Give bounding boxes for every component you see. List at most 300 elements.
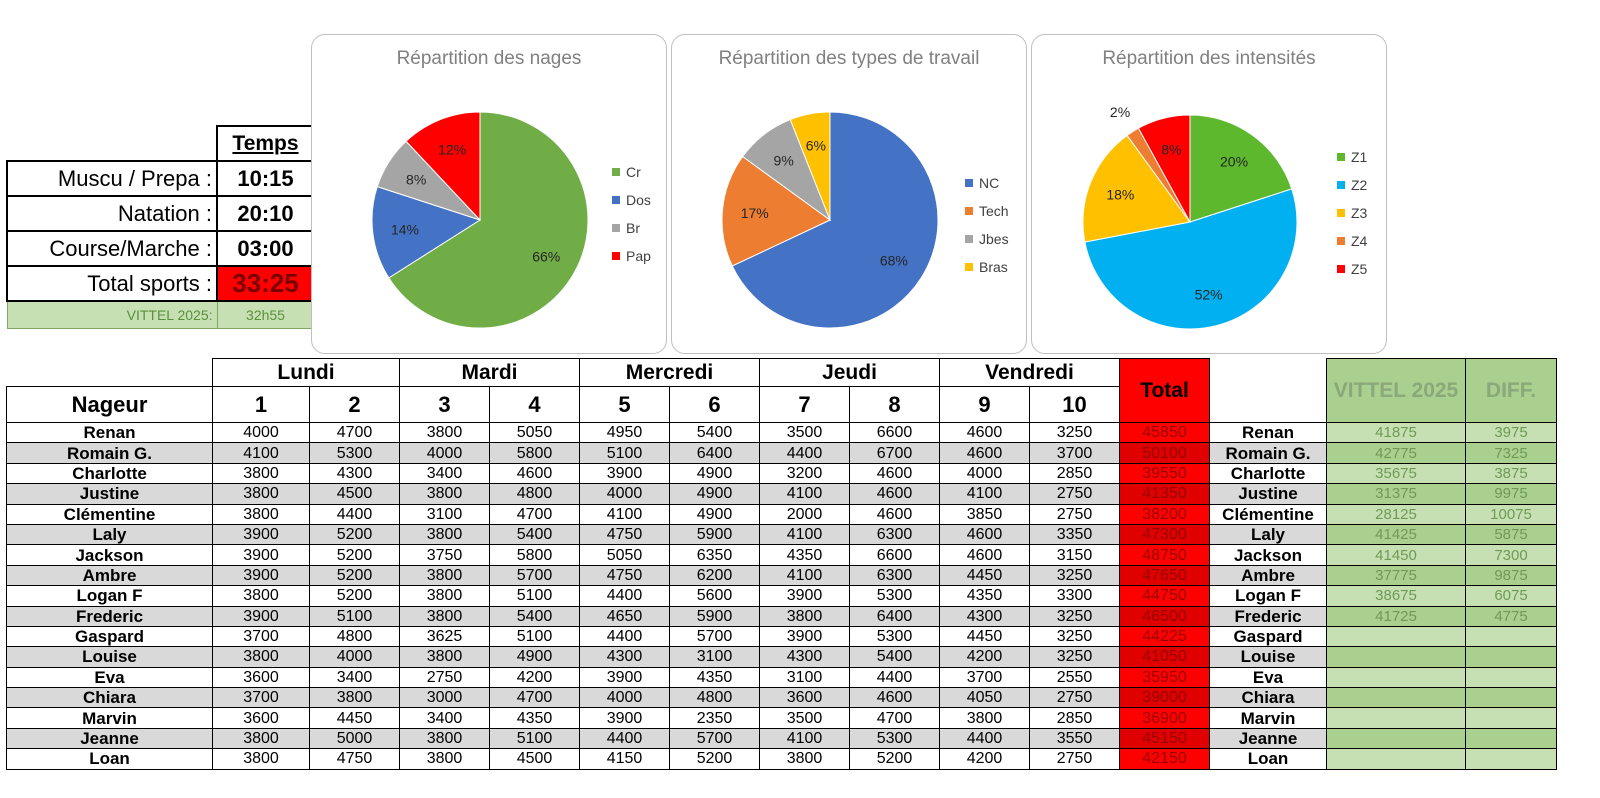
session-header-2[interactable]: 2 — [310, 387, 400, 423]
session-value-cell[interactable]: 6600 — [850, 545, 940, 565]
session-value-cell[interactable]: 5700 — [490, 565, 580, 585]
session-value-cell[interactable]: 4600 — [850, 688, 940, 708]
session-value-cell[interactable]: 6300 — [850, 565, 940, 585]
day-header-jeudi[interactable]: Jeudi — [760, 359, 940, 387]
session-value-cell[interactable]: 4100 — [213, 443, 310, 463]
session-value-cell[interactable]: 3100 — [760, 667, 850, 687]
total-sports-value[interactable]: 33:25 — [217, 266, 314, 301]
session-value-cell[interactable]: 5900 — [670, 524, 760, 544]
day-header-mercredi[interactable]: Mercredi — [580, 359, 760, 387]
session-value-cell[interactable]: 4100 — [760, 484, 850, 504]
session-value-cell[interactable]: 5050 — [490, 423, 580, 443]
session-value-cell[interactable]: 2000 — [760, 504, 850, 524]
vittel-2025-cell[interactable]: 41425 — [1327, 524, 1466, 544]
session-value-cell[interactable]: 3800 — [400, 749, 490, 769]
session-value-cell[interactable]: 3800 — [400, 647, 490, 667]
session-header-10[interactable]: 10 — [1030, 387, 1120, 423]
diff-cell[interactable] — [1466, 647, 1557, 667]
swimmer-name-cell-right[interactable]: Laly — [1210, 524, 1327, 544]
session-value-cell[interactable]: 4500 — [310, 484, 400, 504]
course-value[interactable]: 03:00 — [217, 231, 314, 266]
session-value-cell[interactable]: 5300 — [850, 586, 940, 606]
legend-item[interactable] — [965, 197, 1009, 225]
session-value-cell[interactable]: 5400 — [670, 423, 760, 443]
swimmer-name-cell-right[interactable]: Charlotte — [1210, 463, 1327, 483]
session-value-cell[interactable]: 3800 — [213, 647, 310, 667]
swimmer-name-cell-right[interactable]: Chiara — [1210, 688, 1327, 708]
session-value-cell[interactable]: 3800 — [310, 688, 400, 708]
diff-cell[interactable]: 7325 — [1466, 443, 1557, 463]
legend-item[interactable] — [965, 169, 1009, 197]
vittel-value[interactable]: 32h55 — [217, 301, 314, 329]
vittel-2025-cell[interactable] — [1327, 688, 1466, 708]
session-value-cell[interactable]: 5100 — [490, 728, 580, 748]
total-cell[interactable]: 36900 — [1120, 708, 1210, 728]
session-value-cell[interactable]: 3800 — [400, 606, 490, 626]
total-cell[interactable]: 47300 — [1120, 524, 1210, 544]
session-value-cell[interactable]: 3800 — [213, 504, 310, 524]
swimmer-name-cell-right[interactable]: Jackson — [1210, 545, 1327, 565]
session-value-cell[interactable]: 3100 — [670, 647, 760, 667]
total-sports-label[interactable]: Total sports : — [7, 266, 217, 301]
session-value-cell[interactable]: 4100 — [760, 565, 850, 585]
course-label[interactable]: Course/Marche : — [7, 231, 217, 266]
session-value-cell[interactable]: 4000 — [580, 484, 670, 504]
chart-intensites[interactable] — [1031, 34, 1387, 354]
session-value-cell[interactable]: 4750 — [580, 565, 670, 585]
session-value-cell[interactable]: 4750 — [580, 524, 670, 544]
session-value-cell[interactable]: 2850 — [1030, 708, 1120, 728]
session-value-cell[interactable]: 4900 — [490, 647, 580, 667]
session-value-cell[interactable]: 4350 — [490, 708, 580, 728]
session-value-cell[interactable]: 3700 — [213, 688, 310, 708]
session-value-cell[interactable]: 2750 — [1030, 688, 1120, 708]
session-value-cell[interactable]: 3600 — [213, 667, 310, 687]
session-value-cell[interactable]: 5900 — [670, 606, 760, 626]
session-value-cell[interactable]: 4000 — [310, 647, 400, 667]
diff-cell[interactable]: 7300 — [1466, 545, 1557, 565]
session-value-cell[interactable]: 3800 — [760, 749, 850, 769]
diff-cell[interactable]: 10075 — [1466, 504, 1557, 524]
session-value-cell[interactable]: 3800 — [213, 463, 310, 483]
session-value-cell[interactable]: 4300 — [580, 647, 670, 667]
total-cell[interactable]: 46500 — [1120, 606, 1210, 626]
diff-cell[interactable] — [1466, 667, 1557, 687]
session-value-cell[interactable]: 3250 — [1030, 606, 1120, 626]
swimmer-name-cell-right[interactable]: Eva — [1210, 667, 1327, 687]
day-header-vendredi[interactable]: Vendredi — [940, 359, 1120, 387]
legend-item[interactable] — [612, 242, 651, 270]
session-value-cell[interactable]: 5200 — [670, 749, 760, 769]
session-value-cell[interactable]: 4100 — [940, 484, 1030, 504]
swimmer-name-cell[interactable]: Clémentine — [7, 504, 213, 524]
legend-item[interactable] — [1337, 199, 1367, 227]
diff-cell[interactable]: 9875 — [1466, 565, 1557, 585]
diff-cell[interactable] — [1466, 626, 1557, 646]
swimmer-name-cell[interactable]: Romain G. — [7, 443, 213, 463]
session-header-3[interactable]: 3 — [400, 387, 490, 423]
session-value-cell[interactable]: 3800 — [213, 484, 310, 504]
vittel-2025-cell[interactable] — [1327, 667, 1466, 687]
swimmer-name-cell-right[interactable]: Ambre — [1210, 565, 1327, 585]
chart-nages[interactable] — [311, 34, 667, 354]
session-value-cell[interactable]: 3700 — [940, 667, 1030, 687]
session-value-cell[interactable]: 4600 — [940, 524, 1030, 544]
legend-item[interactable] — [1337, 171, 1367, 199]
session-value-cell[interactable]: 4600 — [850, 504, 940, 524]
vittel-2025-cell[interactable] — [1327, 647, 1466, 667]
total-cell[interactable]: 42150 — [1120, 749, 1210, 769]
total-cell[interactable]: 38200 — [1120, 504, 1210, 524]
session-value-cell[interactable]: 4300 — [760, 647, 850, 667]
chart-types-travail[interactable] — [671, 34, 1027, 354]
vittel-2025-cell[interactable] — [1327, 728, 1466, 748]
session-value-cell[interactable]: 3750 — [400, 545, 490, 565]
session-value-cell[interactable]: 4600 — [940, 443, 1030, 463]
session-value-cell[interactable]: 2850 — [1030, 463, 1120, 483]
session-value-cell[interactable]: 3900 — [760, 626, 850, 646]
diff-cell[interactable]: 3975 — [1466, 423, 1557, 443]
session-value-cell[interactable]: 3150 — [1030, 545, 1120, 565]
session-value-cell[interactable]: 4500 — [490, 749, 580, 769]
day-header-mardi[interactable]: Mardi — [400, 359, 580, 387]
session-value-cell[interactable]: 4700 — [490, 688, 580, 708]
session-value-cell[interactable]: 4100 — [760, 524, 850, 544]
session-value-cell[interactable]: 4400 — [760, 443, 850, 463]
session-value-cell[interactable]: 3350 — [1030, 524, 1120, 544]
session-value-cell[interactable]: 3250 — [1030, 423, 1120, 443]
legend-item[interactable] — [965, 225, 1009, 253]
legend-item[interactable] — [612, 186, 651, 214]
session-value-cell[interactable]: 4100 — [760, 728, 850, 748]
session-value-cell[interactable]: 5300 — [310, 443, 400, 463]
session-value-cell[interactable]: 4400 — [580, 626, 670, 646]
session-value-cell[interactable]: 3900 — [213, 565, 310, 585]
session-value-cell[interactable]: 3800 — [760, 606, 850, 626]
session-header-4[interactable]: 4 — [490, 387, 580, 423]
swimmer-name-cell-right[interactable]: Frederic — [1210, 606, 1327, 626]
total-cell[interactable]: 45850 — [1120, 423, 1210, 443]
total-cell[interactable]: 47650 — [1120, 565, 1210, 585]
legend-item[interactable] — [612, 158, 651, 186]
session-value-cell[interactable]: 3900 — [213, 606, 310, 626]
legend-item[interactable] — [1337, 227, 1367, 255]
total-cell[interactable]: 39550 — [1120, 463, 1210, 483]
session-value-cell[interactable]: 3800 — [400, 423, 490, 443]
session-value-cell[interactable]: 3900 — [760, 586, 850, 606]
session-value-cell[interactable]: 3800 — [213, 586, 310, 606]
session-value-cell[interactable]: 4400 — [310, 504, 400, 524]
session-value-cell[interactable]: 3550 — [1030, 728, 1120, 748]
session-value-cell[interactable]: 4000 — [213, 423, 310, 443]
swimmer-name-cell[interactable]: Eva — [7, 667, 213, 687]
vittel-2025-cell[interactable]: 31375 — [1327, 484, 1466, 504]
vittel-2025-cell[interactable]: 41725 — [1327, 606, 1466, 626]
session-value-cell[interactable]: 5200 — [310, 586, 400, 606]
session-value-cell[interactable]: 3400 — [310, 667, 400, 687]
session-value-cell[interactable]: 4800 — [310, 626, 400, 646]
session-value-cell[interactable]: 4600 — [850, 463, 940, 483]
total-header[interactable]: Total — [1120, 359, 1210, 423]
swimmer-name-cell-right[interactable]: Justine — [1210, 484, 1327, 504]
total-cell[interactable]: 35950 — [1120, 667, 1210, 687]
session-value-cell[interactable]: 3100 — [400, 504, 490, 524]
session-value-cell[interactable]: 3800 — [400, 524, 490, 544]
session-value-cell[interactable]: 6200 — [670, 565, 760, 585]
swimmer-name-cell-right[interactable]: Romain G. — [1210, 443, 1327, 463]
diff-cell[interactable]: 9975 — [1466, 484, 1557, 504]
vittel-2025-cell[interactable]: 38675 — [1327, 586, 1466, 606]
vittel-2025-cell[interactable]: 42775 — [1327, 443, 1466, 463]
session-value-cell[interactable]: 3625 — [400, 626, 490, 646]
session-value-cell[interactable]: 3000 — [400, 688, 490, 708]
swimmer-name-cell[interactable]: Gaspard — [7, 626, 213, 646]
swimmer-name-cell-right[interactable]: Loan — [1210, 749, 1327, 769]
swimmer-name-cell[interactable]: Marvin — [7, 708, 213, 728]
session-value-cell[interactable]: 3600 — [213, 708, 310, 728]
day-header-lundi[interactable]: Lundi — [213, 359, 400, 387]
vittel-2025-cell[interactable]: 35675 — [1327, 463, 1466, 483]
swimmer-name-cell-right[interactable]: Renan — [1210, 423, 1327, 443]
session-value-cell[interactable]: 5000 — [310, 728, 400, 748]
session-value-cell[interactable]: 3900 — [213, 545, 310, 565]
session-value-cell[interactable]: 3500 — [760, 423, 850, 443]
muscu-label[interactable]: Muscu / Prepa : — [7, 161, 217, 196]
session-value-cell[interactable]: 6400 — [670, 443, 760, 463]
session-value-cell[interactable]: 3400 — [400, 708, 490, 728]
swimmer-name-cell[interactable]: Laly — [7, 524, 213, 544]
swimmer-name-cell[interactable]: Louise — [7, 647, 213, 667]
session-value-cell[interactable]: 4600 — [940, 423, 1030, 443]
session-value-cell[interactable]: 5300 — [850, 728, 940, 748]
swimmer-name-cell[interactable]: Chiara — [7, 688, 213, 708]
diff-header[interactable]: DIFF. — [1466, 359, 1557, 423]
session-value-cell[interactable]: 5400 — [490, 524, 580, 544]
swimmer-name-cell[interactable]: Renan — [7, 423, 213, 443]
session-value-cell[interactable]: 3900 — [213, 524, 310, 544]
session-value-cell[interactable]: 2350 — [670, 708, 760, 728]
session-value-cell[interactable]: 6700 — [850, 443, 940, 463]
session-value-cell[interactable]: 4300 — [310, 463, 400, 483]
session-value-cell[interactable]: 5800 — [490, 443, 580, 463]
session-value-cell[interactable]: 3250 — [1030, 647, 1120, 667]
legend-item[interactable] — [612, 214, 651, 242]
session-value-cell[interactable]: 5600 — [670, 586, 760, 606]
session-value-cell[interactable]: 4900 — [670, 484, 760, 504]
session-value-cell[interactable]: 4950 — [580, 423, 670, 443]
swimmer-name-cell[interactable]: Jackson — [7, 545, 213, 565]
session-header-7[interactable]: 7 — [760, 387, 850, 423]
session-value-cell[interactable]: 3500 — [760, 708, 850, 728]
session-value-cell[interactable]: 3200 — [760, 463, 850, 483]
session-value-cell[interactable]: 5200 — [310, 565, 400, 585]
session-value-cell[interactable]: 3800 — [213, 728, 310, 748]
session-header-5[interactable]: 5 — [580, 387, 670, 423]
swimmer-name-cell-right[interactable]: Jeanne — [1210, 728, 1327, 748]
swimmer-name-cell[interactable]: Frederic — [7, 606, 213, 626]
session-value-cell[interactable]: 4000 — [940, 463, 1030, 483]
total-cell[interactable]: 44750 — [1120, 586, 1210, 606]
session-value-cell[interactable]: 5200 — [310, 524, 400, 544]
session-value-cell[interactable]: 3250 — [1030, 626, 1120, 646]
session-value-cell[interactable]: 6600 — [850, 423, 940, 443]
session-value-cell[interactable]: 4400 — [580, 586, 670, 606]
diff-cell[interactable]: 6075 — [1466, 586, 1557, 606]
session-value-cell[interactable]: 4000 — [580, 688, 670, 708]
session-value-cell[interactable]: 5300 — [850, 626, 940, 646]
swimmer-name-cell-right[interactable]: Louise — [1210, 647, 1327, 667]
session-value-cell[interactable]: 4450 — [310, 708, 400, 728]
diff-cell[interactable] — [1466, 728, 1557, 748]
session-value-cell[interactable]: 3600 — [760, 688, 850, 708]
nageur-header[interactable]: Nageur — [7, 387, 213, 423]
session-value-cell[interactable]: 4600 — [850, 484, 940, 504]
session-value-cell[interactable]: 4200 — [490, 667, 580, 687]
session-value-cell[interactable]: 3800 — [400, 565, 490, 585]
session-value-cell[interactable]: 4700 — [310, 423, 400, 443]
session-value-cell[interactable]: 2750 — [1030, 504, 1120, 524]
vittel-2025-cell[interactable]: 28125 — [1327, 504, 1466, 524]
session-value-cell[interactable]: 4450 — [940, 565, 1030, 585]
session-value-cell[interactable]: 4050 — [940, 688, 1030, 708]
total-cell[interactable]: 45150 — [1120, 728, 1210, 748]
swimmer-name-cell[interactable]: Justine — [7, 484, 213, 504]
session-value-cell[interactable]: 3700 — [1030, 443, 1120, 463]
vittel-2025-cell[interactable] — [1327, 708, 1466, 728]
session-value-cell[interactable]: 3800 — [940, 708, 1030, 728]
session-header-1[interactable]: 1 — [213, 387, 310, 423]
session-value-cell[interactable]: 4600 — [940, 545, 1030, 565]
session-value-cell[interactable]: 3900 — [580, 463, 670, 483]
session-value-cell[interactable]: 3800 — [400, 484, 490, 504]
session-value-cell[interactable]: 6300 — [850, 524, 940, 544]
session-value-cell[interactable]: 5400 — [490, 606, 580, 626]
session-value-cell[interactable]: 4350 — [940, 586, 1030, 606]
session-value-cell[interactable]: 3250 — [1030, 565, 1120, 585]
session-value-cell[interactable]: 5100 — [490, 586, 580, 606]
session-value-cell[interactable]: 3900 — [580, 667, 670, 687]
total-cell[interactable]: 41350 — [1120, 484, 1210, 504]
diff-cell[interactable]: 5875 — [1466, 524, 1557, 544]
session-value-cell[interactable]: 4400 — [940, 728, 1030, 748]
session-value-cell[interactable]: 6350 — [670, 545, 760, 565]
vittel-2025-cell[interactable]: 41450 — [1327, 545, 1466, 565]
session-value-cell[interactable]: 2750 — [1030, 749, 1120, 769]
session-value-cell[interactable]: 4450 — [940, 626, 1030, 646]
total-cell[interactable]: 41050 — [1120, 647, 1210, 667]
session-value-cell[interactable]: 4400 — [580, 728, 670, 748]
diff-cell[interactable] — [1466, 708, 1557, 728]
session-value-cell[interactable]: 4900 — [670, 463, 760, 483]
session-value-cell[interactable]: 4400 — [850, 667, 940, 687]
vittel-label[interactable]: VITTEL 2025: — [7, 301, 217, 329]
muscu-value[interactable]: 10:15 — [217, 161, 314, 196]
session-value-cell[interactable]: 5700 — [670, 728, 760, 748]
swimmer-name-cell-right[interactable]: Clémentine — [1210, 504, 1327, 524]
session-value-cell[interactable]: 4900 — [670, 504, 760, 524]
session-value-cell[interactable]: 5050 — [580, 545, 670, 565]
session-value-cell[interactable]: 5100 — [580, 443, 670, 463]
session-value-cell[interactable]: 4700 — [490, 504, 580, 524]
session-value-cell[interactable]: 4300 — [940, 606, 1030, 626]
session-value-cell[interactable]: 4800 — [670, 688, 760, 708]
session-header-9[interactable]: 9 — [940, 387, 1030, 423]
session-value-cell[interactable]: 2750 — [1030, 484, 1120, 504]
session-value-cell[interactable]: 3800 — [400, 728, 490, 748]
session-value-cell[interactable]: 4350 — [760, 545, 850, 565]
vittel-2025-cell[interactable] — [1327, 626, 1466, 646]
diff-cell[interactable] — [1466, 688, 1557, 708]
swimmer-name-cell-right[interactable]: Marvin — [1210, 708, 1327, 728]
session-value-cell[interactable]: 5200 — [850, 749, 940, 769]
swimmer-name-cell[interactable]: Jeanne — [7, 728, 213, 748]
session-value-cell[interactable]: 3400 — [400, 463, 490, 483]
legend-item[interactable] — [965, 253, 1009, 281]
natation-value[interactable]: 20:10 — [217, 196, 314, 231]
session-value-cell[interactable]: 3900 — [580, 708, 670, 728]
session-value-cell[interactable]: 3800 — [213, 749, 310, 769]
diff-cell[interactable] — [1466, 749, 1557, 769]
session-value-cell[interactable]: 5200 — [310, 545, 400, 565]
session-value-cell[interactable]: 5100 — [310, 606, 400, 626]
swimmer-name-cell[interactable]: Logan F — [7, 586, 213, 606]
session-value-cell[interactable]: 5100 — [490, 626, 580, 646]
total-cell[interactable]: 44225 — [1120, 626, 1210, 646]
session-value-cell[interactable]: 4750 — [310, 749, 400, 769]
session-value-cell[interactable]: 4200 — [940, 749, 1030, 769]
session-value-cell[interactable]: 3800 — [400, 586, 490, 606]
session-value-cell[interactable]: 3700 — [213, 626, 310, 646]
vittel-2025-cell[interactable] — [1327, 749, 1466, 769]
swimmer-name-cell-right[interactable]: Logan F — [1210, 586, 1327, 606]
swimmer-name-cell[interactable]: Loan — [7, 749, 213, 769]
session-value-cell[interactable]: 5800 — [490, 545, 580, 565]
legend-item[interactable] — [1337, 143, 1367, 171]
vittel-2025-cell[interactable]: 41875 — [1327, 423, 1466, 443]
swimmer-name-cell[interactable]: Charlotte — [7, 463, 213, 483]
session-value-cell[interactable]: 4350 — [670, 667, 760, 687]
swimmer-name-cell-right[interactable]: Gaspard — [1210, 626, 1327, 646]
session-header-8[interactable]: 8 — [850, 387, 940, 423]
session-value-cell[interactable]: 4000 — [400, 443, 490, 463]
session-value-cell[interactable]: 5400 — [850, 647, 940, 667]
vittel-2025-header[interactable]: VITTEL 2025 — [1327, 359, 1466, 423]
session-value-cell[interactable]: 4700 — [850, 708, 940, 728]
diff-cell[interactable]: 4775 — [1466, 606, 1557, 626]
session-value-cell[interactable]: 5700 — [670, 626, 760, 646]
total-cell[interactable]: 50100 — [1120, 443, 1210, 463]
session-value-cell[interactable]: 4150 — [580, 749, 670, 769]
total-cell[interactable]: 39000 — [1120, 688, 1210, 708]
session-value-cell[interactable]: 4100 — [580, 504, 670, 524]
session-value-cell[interactable]: 3300 — [1030, 586, 1120, 606]
diff-cell[interactable]: 3875 — [1466, 463, 1557, 483]
session-value-cell[interactable]: 2550 — [1030, 667, 1120, 687]
swimmer-name-cell[interactable]: Ambre — [7, 565, 213, 585]
session-value-cell[interactable]: 4600 — [490, 463, 580, 483]
vittel-2025-cell[interactable]: 37775 — [1327, 565, 1466, 585]
session-value-cell[interactable]: 3850 — [940, 504, 1030, 524]
session-value-cell[interactable]: 6400 — [850, 606, 940, 626]
session-value-cell[interactable]: 2750 — [400, 667, 490, 687]
legend-item[interactable] — [1337, 255, 1367, 283]
session-value-cell[interactable]: 4800 — [490, 484, 580, 504]
session-value-cell[interactable]: 4650 — [580, 606, 670, 626]
session-value-cell[interactable]: 4200 — [940, 647, 1030, 667]
session-header-6[interactable]: 6 — [670, 387, 760, 423]
total-cell[interactable]: 48750 — [1120, 545, 1210, 565]
natation-label[interactable]: Natation : — [7, 196, 217, 231]
